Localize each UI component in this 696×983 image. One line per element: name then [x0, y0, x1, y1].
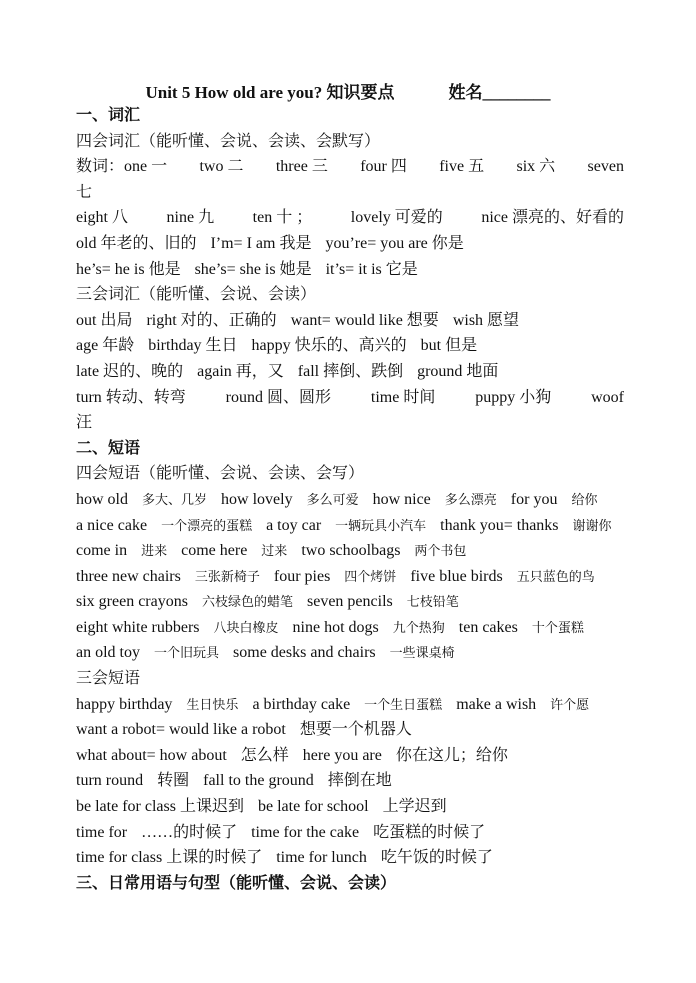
line-segment: 吃午饭的时候了: [380, 849, 493, 867]
line-segment: ground 地面: [417, 362, 499, 380]
line-segment: 给你: [571, 491, 598, 507]
line-segment: 生日快乐: [186, 696, 239, 712]
line-segment: nice 漂亮的、好看的: [481, 209, 624, 227]
line-segment: 多么可爱: [306, 491, 359, 507]
line-segment: three new chairs: [76, 567, 181, 585]
line-segment: you’re= you are 你是: [325, 234, 464, 252]
line-segment: right 对的、正确的: [146, 311, 277, 329]
line-segment: but 但是: [420, 337, 478, 355]
line-segment: 八块白橡皮: [213, 619, 279, 635]
line-segment: make a wish: [456, 695, 537, 713]
line-segment: ten 十 ；: [252, 209, 313, 227]
line-segment: nine 九: [166, 209, 215, 227]
line-segment: seven pencils: [306, 593, 393, 611]
line-segment: 一个生日蛋糕: [364, 696, 443, 712]
text-line: [76, 282, 624, 308]
section-heading: [76, 871, 624, 897]
text-line: [76, 461, 624, 487]
text-line: [76, 666, 624, 692]
line-segment: happy birthday: [76, 695, 173, 713]
line-segment: 九个热狗: [392, 619, 445, 635]
line-segment: six 六: [516, 158, 556, 176]
line-segment: 多大、几岁: [142, 491, 208, 507]
title-text: Unit 5 How old are you? 知识要点: [145, 83, 395, 102]
line-segment: 十个蛋糕: [531, 619, 584, 635]
section-heading: [76, 436, 624, 462]
line-segment: 上学迟到: [382, 798, 447, 816]
line-segment: 你在这儿；给你: [395, 746, 508, 764]
line-segment: five blue birds: [410, 567, 503, 585]
line-segment: a toy car: [266, 516, 322, 534]
line-segment: fall to the ground: [203, 772, 314, 790]
line-segment: time 时间: [370, 388, 436, 406]
line-segment: 汪: [76, 414, 93, 432]
line-segment: 想要一个机器人: [299, 721, 412, 739]
line-segment: 四会短语（能听懂、会说、会读、会写）: [76, 465, 365, 483]
line-segment: a birthday cake: [252, 695, 351, 713]
name-field-label: 姓名________: [448, 83, 551, 102]
line-segment: three 三: [275, 158, 328, 176]
line-segment: 一辆玩具小汽车: [335, 517, 427, 533]
line-segment: I’m= I am 我是: [210, 234, 312, 252]
text-line: [76, 717, 624, 743]
line-segment: 转圈: [157, 772, 190, 790]
line-segment: be late for school: [257, 798, 369, 816]
text-line: [76, 820, 624, 846]
line-segment: 多么漂亮: [444, 491, 497, 507]
line-segment: ……的时候了: [141, 823, 238, 841]
line-segment: age 年龄: [76, 337, 135, 355]
text-line: [76, 845, 624, 871]
text-line: [76, 564, 624, 590]
page-title: [0, 78, 696, 103]
line-segment: woof: [591, 388, 624, 406]
text-line: [76, 487, 624, 513]
text-line: [76, 538, 624, 564]
line-segment: come here: [181, 542, 248, 560]
text-line: [76, 359, 624, 385]
line-segment: five 五: [439, 158, 485, 176]
text-line: [76, 410, 624, 436]
line-segment: time for lunch: [276, 849, 367, 867]
line-segment: 摔倒在地: [327, 772, 392, 790]
line-segment: 一、词汇: [76, 107, 141, 124]
line-segment: 三会词汇（能听懂、会说、会读）: [76, 286, 317, 304]
line-segment: 四会词汇（能听懂、会说、会读、会默写）: [76, 132, 381, 150]
line-segment: time for class 上课的时候了: [76, 849, 263, 867]
line-segment: here you are: [302, 746, 382, 764]
text-line: [76, 615, 624, 641]
line-segment: 二、短语: [76, 439, 141, 457]
line-segment: fall 摔倒、跌倒: [297, 362, 404, 380]
line-segment: 三张新椅子: [194, 568, 260, 584]
line-segment: happy 快乐的、高兴的: [251, 337, 407, 355]
line-segment: thank you= thanks: [440, 516, 559, 534]
text-line: [76, 513, 624, 539]
text-line: [76, 129, 624, 155]
line-segment: round 圆、圆形: [225, 388, 331, 406]
line-segment: 吃蛋糕的时候了: [373, 823, 486, 841]
line-segment: eight 八: [76, 209, 128, 227]
line-segment: want= would like 想要: [290, 311, 439, 329]
document-body: [76, 103, 624, 896]
line-segment: 七枝铅笔: [406, 594, 459, 610]
line-segment: birthday 生日: [148, 337, 238, 355]
line-segment: eight white rubbers: [76, 618, 200, 636]
text-line: [76, 640, 624, 666]
line-segment: old 年老的、旧的: [76, 234, 197, 252]
line-segment: four pies: [273, 567, 331, 585]
line-segment: how lovely: [221, 490, 293, 508]
line-segment: four 四: [360, 158, 407, 176]
text-line: [76, 385, 624, 411]
line-segment: two schoolbags: [301, 542, 401, 560]
line-segment: 两个书包: [414, 543, 467, 559]
text-line: [76, 154, 624, 180]
line-segment: be late for class 上课迟到: [76, 798, 244, 816]
line-segment: 四个烤饼: [344, 568, 397, 584]
line-segment: again 再，又: [197, 362, 284, 380]
line-segment: 三会短语: [76, 670, 141, 688]
line-segment: six green crayons: [76, 593, 188, 611]
line-segment: it’s= it is 它是: [325, 260, 418, 278]
section-heading: [76, 103, 624, 129]
line-segment: late 迟的、晚的: [76, 362, 184, 380]
line-segment: wish 愿望: [452, 311, 520, 329]
line-segment: she’s= she is 她是: [194, 260, 312, 278]
line-segment: puppy 小狗: [475, 388, 552, 406]
line-segment: time for the cake: [251, 823, 360, 841]
line-segment: 一个漂亮的蛋糕: [161, 517, 253, 533]
text-line: [76, 794, 624, 820]
text-line: [76, 333, 624, 359]
line-segment: 一些课桌椅: [389, 645, 455, 661]
text-line: [76, 768, 624, 794]
line-segment: seven: [587, 158, 624, 176]
line-segment: 一个旧玩具: [154, 645, 220, 661]
text-line: [76, 257, 624, 283]
line-segment: time for: [76, 823, 128, 841]
line-segment: turn round: [76, 772, 144, 790]
line-segment: how nice: [372, 490, 431, 508]
line-segment: 五只蓝色的鸟: [516, 568, 595, 584]
line-segment: out 出局: [76, 311, 133, 329]
line-segment: want a robot= would like a robot: [76, 721, 286, 739]
line-segment: 怎么样: [240, 746, 289, 764]
line-segment: lovely 可爱的: [350, 209, 443, 227]
text-line: [76, 692, 624, 718]
line-segment: how old: [76, 490, 128, 508]
text-line: [76, 743, 624, 769]
line-segment: 六枝绿色的蜡笔: [201, 594, 293, 610]
text-line: [76, 205, 624, 231]
line-segment: a nice cake: [76, 516, 148, 534]
line-segment: two 二: [199, 158, 244, 176]
line-segment: 许个愿: [550, 696, 590, 712]
line-segment: turn 转动、转弯: [76, 388, 186, 406]
line-segment: 数词：one 一: [76, 158, 168, 176]
line-segment: 七: [76, 183, 93, 201]
line-segment: 三、日常用语与句型（能听懂、会说、会读）: [76, 874, 397, 892]
line-segment: come in: [76, 542, 128, 560]
line-segment: what about= how about: [76, 746, 227, 764]
line-segment: nine hot dogs: [292, 618, 379, 636]
line-segment: he’s= he is 他是: [76, 260, 181, 278]
text-line: [76, 308, 624, 334]
text-line: [76, 180, 624, 206]
text-line: [76, 589, 624, 615]
line-segment: 谢谢你: [572, 517, 612, 533]
line-segment: an old toy: [76, 644, 140, 662]
line-segment: ten cakes: [458, 618, 518, 636]
line-segment: some desks and chairs: [233, 644, 376, 662]
line-segment: 过来: [261, 543, 288, 559]
line-segment: for you: [510, 490, 558, 508]
line-segment: 进来: [141, 543, 168, 559]
text-line: [76, 231, 624, 257]
